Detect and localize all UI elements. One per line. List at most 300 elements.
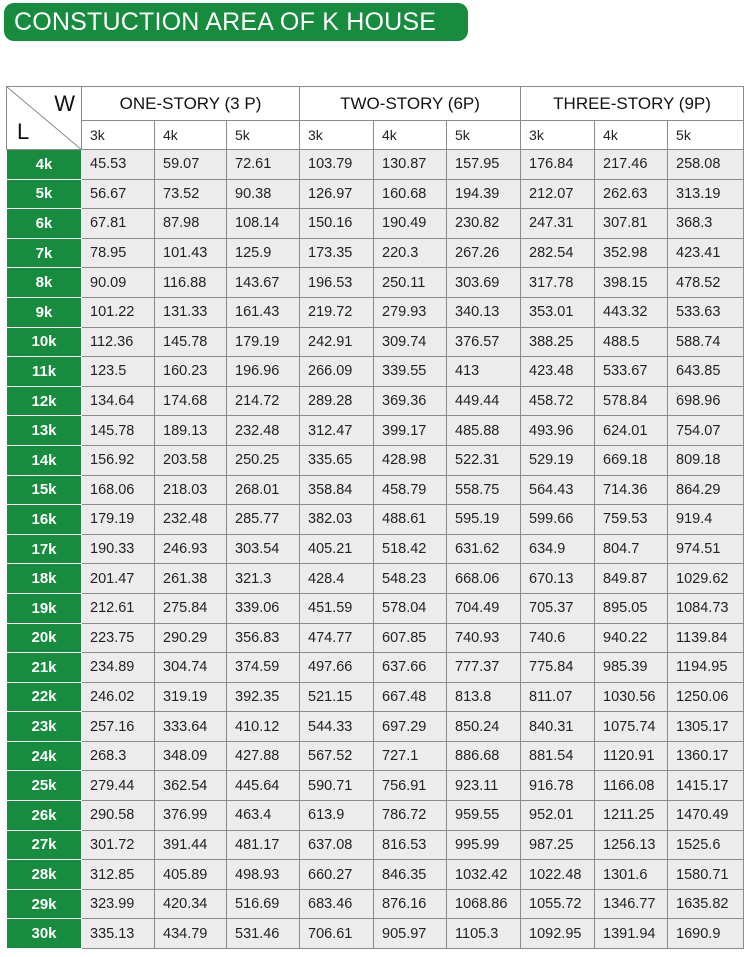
area-value-cell: 588.74 <box>668 327 744 357</box>
area-value-cell: 275.84 <box>155 593 227 623</box>
area-value-cell: 697.29 <box>374 712 447 742</box>
area-value-cell: 246.93 <box>155 534 227 564</box>
width-header-row <box>7 121 744 150</box>
area-value-cell: 1580.71 <box>668 860 744 890</box>
area-value-cell: 786.72 <box>374 801 447 831</box>
area-value-cell: 196.53 <box>300 268 374 298</box>
area-value-cell: 474.77 <box>300 623 374 653</box>
area-table <box>6 86 744 949</box>
area-value-cell: 285.77 <box>227 505 300 535</box>
area-value-cell: 756.91 <box>374 771 447 801</box>
width-header-cell: 4k <box>595 121 668 150</box>
area-value-cell: 631.62 <box>447 534 521 564</box>
area-value-cell: 1030.56 <box>595 682 668 712</box>
group-header-three-story: THREE-STORY (9P) <box>521 87 744 121</box>
area-value-cell: 262.63 <box>595 179 668 209</box>
table-row <box>7 919 744 949</box>
area-value-cell: 816.53 <box>374 830 447 860</box>
area-value-cell: 864.29 <box>668 475 744 505</box>
table-row <box>7 238 744 268</box>
area-value-cell: 339.06 <box>227 593 300 623</box>
area-value-cell: 179.19 <box>227 327 300 357</box>
area-value-cell: 522.31 <box>447 445 521 475</box>
area-value-cell: 458.72 <box>521 386 595 416</box>
table-row <box>7 682 744 712</box>
table-row <box>7 801 744 831</box>
area-value-cell: 567.52 <box>300 741 374 771</box>
row-length-label: 19k <box>7 593 82 623</box>
area-value-cell: 704.49 <box>447 593 521 623</box>
area-value-cell: 405.89 <box>155 860 227 890</box>
area-value-cell: 959.55 <box>447 801 521 831</box>
area-value-cell: 190.49 <box>374 209 447 239</box>
area-value-cell: 974.51 <box>668 534 744 564</box>
table-row <box>7 593 744 623</box>
area-value-cell: 613.9 <box>300 801 374 831</box>
area-value-cell: 150.16 <box>300 209 374 239</box>
area-value-cell: 309.74 <box>374 327 447 357</box>
row-length-label: 29k <box>7 889 82 919</box>
area-value-cell: 392.35 <box>227 682 300 712</box>
area-value-cell: 1305.17 <box>668 712 744 742</box>
area-value-cell: 497.66 <box>300 653 374 683</box>
area-value-cell: 282.54 <box>521 238 595 268</box>
area-value-cell: 531.46 <box>227 919 300 949</box>
area-value-cell: 634.9 <box>521 534 595 564</box>
area-value-cell: 740.93 <box>447 623 521 653</box>
area-value-cell: 923.11 <box>447 771 521 801</box>
area-value-cell: 335.65 <box>300 445 374 475</box>
area-value-cell: 533.67 <box>595 357 668 387</box>
area-value-cell: 529.19 <box>521 445 595 475</box>
area-value-cell: 257.16 <box>82 712 155 742</box>
area-value-cell: 234.89 <box>82 653 155 683</box>
area-value-cell: 333.64 <box>155 712 227 742</box>
area-value-cell: 212.07 <box>521 179 595 209</box>
area-value-cell: 637.66 <box>374 653 447 683</box>
row-length-label: 30k <box>7 919 82 949</box>
area-value-cell: 145.78 <box>82 416 155 446</box>
area-value-cell: 1032.42 <box>447 860 521 890</box>
area-value-cell: 850.24 <box>447 712 521 742</box>
table-row <box>7 179 744 209</box>
area-value-cell: 1055.72 <box>521 889 595 919</box>
area-value-cell: 777.37 <box>447 653 521 683</box>
table-row <box>7 505 744 535</box>
area-value-cell: 174.68 <box>155 386 227 416</box>
corner-header-cell <box>7 87 82 150</box>
table-row <box>7 268 744 298</box>
area-value-cell: 434.79 <box>155 919 227 949</box>
area-value-cell: 301.72 <box>82 830 155 860</box>
area-value-cell: 668.06 <box>447 564 521 594</box>
area-value-cell: 445.64 <box>227 771 300 801</box>
area-value-cell: 313.19 <box>668 179 744 209</box>
area-value-cell: 1166.08 <box>595 771 668 801</box>
width-header-cell: 4k <box>155 121 227 150</box>
area-value-cell: 279.93 <box>374 297 447 327</box>
area-value-cell: 558.75 <box>447 475 521 505</box>
area-value-cell: 881.54 <box>521 741 595 771</box>
area-value-cell: 59.07 <box>155 150 227 180</box>
area-value-cell: 116.88 <box>155 268 227 298</box>
area-value-cell: 706.61 <box>300 919 374 949</box>
area-value-cell: 548.23 <box>374 564 447 594</box>
area-value-cell: 840.31 <box>521 712 595 742</box>
area-value-cell: 643.85 <box>668 357 744 387</box>
area-value-cell: 214.72 <box>227 386 300 416</box>
area-value-cell: 126.97 <box>300 179 374 209</box>
row-length-label: 4k <box>7 150 82 180</box>
width-header-cell: 3k <box>82 121 155 150</box>
area-value-cell: 323.99 <box>82 889 155 919</box>
area-value-cell: 521.15 <box>300 682 374 712</box>
area-value-cell: 112.36 <box>82 327 155 357</box>
area-value-cell: 258.08 <box>668 150 744 180</box>
area-value-cell: 995.99 <box>447 830 521 860</box>
area-value-cell: 1022.48 <box>521 860 595 890</box>
area-value-cell: 101.22 <box>82 297 155 327</box>
area-value-cell: 78.95 <box>82 238 155 268</box>
row-length-label: 17k <box>7 534 82 564</box>
area-value-cell: 339.55 <box>374 357 447 387</box>
table-row <box>7 357 744 387</box>
area-value-cell: 219.72 <box>300 297 374 327</box>
area-value-cell: 1084.73 <box>668 593 744 623</box>
area-value-cell: 451.59 <box>300 593 374 623</box>
area-value-cell: 374.59 <box>227 653 300 683</box>
table-row <box>7 297 744 327</box>
area-value-cell: 261.38 <box>155 564 227 594</box>
area-value-cell: 268.01 <box>227 475 300 505</box>
area-value-cell: 759.53 <box>595 505 668 535</box>
group-header-one-story: ONE-STORY (3 P) <box>82 87 300 121</box>
area-value-cell: 754.07 <box>668 416 744 446</box>
area-value-cell: 382.03 <box>300 505 374 535</box>
area-value-cell: 399.17 <box>374 416 447 446</box>
area-value-cell: 849.87 <box>595 564 668 594</box>
area-value-cell: 481.17 <box>227 830 300 860</box>
area-value-cell: 727.1 <box>374 741 447 771</box>
row-length-label: 6k <box>7 209 82 239</box>
area-value-cell: 398.15 <box>595 268 668 298</box>
area-value-cell: 413 <box>447 357 521 387</box>
area-value-cell: 1120.91 <box>595 741 668 771</box>
area-value-cell: 683.46 <box>300 889 374 919</box>
area-value-cell: 895.05 <box>595 593 668 623</box>
row-length-label: 22k <box>7 682 82 712</box>
area-value-cell: 423.41 <box>668 238 744 268</box>
area-value-cell: 458.79 <box>374 475 447 505</box>
width-header-cell: 5k <box>447 121 521 150</box>
area-value-cell: 368.3 <box>668 209 744 239</box>
area-value-cell: 312.47 <box>300 416 374 446</box>
area-value-cell: 1139.84 <box>668 623 744 653</box>
area-value-cell: 212.61 <box>82 593 155 623</box>
area-value-cell: 698.96 <box>668 386 744 416</box>
area-value-cell: 145.78 <box>155 327 227 357</box>
area-value-cell: 775.84 <box>521 653 595 683</box>
length-axis-label: L <box>17 119 30 144</box>
area-value-cell: 488.5 <box>595 327 668 357</box>
row-length-label: 7k <box>7 238 82 268</box>
row-length-label: 12k <box>7 386 82 416</box>
row-length-label: 28k <box>7 860 82 890</box>
area-value-cell: 266.09 <box>300 357 374 387</box>
area-value-cell: 428.98 <box>374 445 447 475</box>
area-value-cell: 103.79 <box>300 150 374 180</box>
area-value-cell: 590.71 <box>300 771 374 801</box>
area-value-cell: 250.11 <box>374 268 447 298</box>
area-value-cell: 101.43 <box>155 238 227 268</box>
row-length-label: 18k <box>7 564 82 594</box>
area-value-cell: 317.78 <box>521 268 595 298</box>
table-row <box>7 889 744 919</box>
table-row <box>7 860 744 890</box>
width-header-cell: 4k <box>374 121 447 150</box>
area-value-cell: 846.35 <box>374 860 447 890</box>
area-value-cell: 72.61 <box>227 150 300 180</box>
area-value-cell: 533.63 <box>668 297 744 327</box>
table-row <box>7 741 744 771</box>
area-value-cell: 356.83 <box>227 623 300 653</box>
area-value-cell: 1525.6 <box>668 830 744 860</box>
area-value-cell: 131.33 <box>155 297 227 327</box>
area-value-cell: 232.48 <box>227 416 300 446</box>
area-value-cell: 478.52 <box>668 268 744 298</box>
row-length-label: 27k <box>7 830 82 860</box>
area-value-cell: 289.28 <box>300 386 374 416</box>
area-value-cell: 1250.06 <box>668 682 744 712</box>
table-row <box>7 445 744 475</box>
area-value-cell: 217.46 <box>595 150 668 180</box>
area-value-cell: 669.18 <box>595 445 668 475</box>
area-value-cell: 564.43 <box>521 475 595 505</box>
row-length-label: 25k <box>7 771 82 801</box>
area-value-cell: 179.19 <box>82 505 155 535</box>
area-value-cell: 312.85 <box>82 860 155 890</box>
area-value-cell: 90.38 <box>227 179 300 209</box>
area-value-cell: 303.54 <box>227 534 300 564</box>
row-length-label: 20k <box>7 623 82 653</box>
area-value-cell: 420.34 <box>155 889 227 919</box>
area-value-cell: 189.13 <box>155 416 227 446</box>
table-row <box>7 475 744 505</box>
area-value-cell: 1194.95 <box>668 653 744 683</box>
table-row <box>7 150 744 180</box>
area-value-cell: 369.36 <box>374 386 447 416</box>
row-length-label: 16k <box>7 505 82 535</box>
area-value-cell: 886.68 <box>447 741 521 771</box>
area-value-cell: 90.09 <box>82 268 155 298</box>
table-row <box>7 564 744 594</box>
row-length-label: 8k <box>7 268 82 298</box>
area-value-cell: 348.09 <box>155 741 227 771</box>
row-length-label: 21k <box>7 653 82 683</box>
area-value-cell: 410.12 <box>227 712 300 742</box>
area-value-cell: 143.67 <box>227 268 300 298</box>
area-value-cell: 304.74 <box>155 653 227 683</box>
area-value-cell: 1635.82 <box>668 889 744 919</box>
area-value-cell: 1360.17 <box>668 741 744 771</box>
width-header-cell: 3k <box>521 121 595 150</box>
area-value-cell: 985.39 <box>595 653 668 683</box>
area-value-cell: 811.07 <box>521 682 595 712</box>
area-value-cell: 919.4 <box>668 505 744 535</box>
table-row <box>7 712 744 742</box>
area-value-cell: 201.47 <box>82 564 155 594</box>
area-value-cell: 607.85 <box>374 623 447 653</box>
row-length-label: 24k <box>7 741 82 771</box>
area-value-cell: 290.58 <box>82 801 155 831</box>
area-value-cell: 660.27 <box>300 860 374 890</box>
area-value-cell: 876.16 <box>374 889 447 919</box>
area-value-cell: 376.57 <box>447 327 521 357</box>
group-header-two-story: TWO-STORY (6P) <box>300 87 521 121</box>
area-value-cell: 578.84 <box>595 386 668 416</box>
table-row <box>7 534 744 564</box>
area-value-cell: 488.61 <box>374 505 447 535</box>
row-length-label: 11k <box>7 357 82 387</box>
area-value-cell: 498.93 <box>227 860 300 890</box>
area-value-cell: 485.88 <box>447 416 521 446</box>
table-row <box>7 653 744 683</box>
area-value-cell: 230.82 <box>447 209 521 239</box>
area-value-cell: 123.5 <box>82 357 155 387</box>
area-value-cell: 391.44 <box>155 830 227 860</box>
area-value-cell: 813.8 <box>447 682 521 712</box>
area-value-cell: 279.44 <box>82 771 155 801</box>
area-value-cell: 303.69 <box>447 268 521 298</box>
area-value-cell: 1415.17 <box>668 771 744 801</box>
area-value-cell: 714.36 <box>595 475 668 505</box>
area-value-cell: 1068.86 <box>447 889 521 919</box>
row-length-label: 26k <box>7 801 82 831</box>
area-value-cell: 518.42 <box>374 534 447 564</box>
area-value-cell: 578.04 <box>374 593 447 623</box>
width-header-cell: 5k <box>668 121 744 150</box>
area-value-cell: 358.84 <box>300 475 374 505</box>
area-value-cell: 362.54 <box>155 771 227 801</box>
area-value-cell: 804.7 <box>595 534 668 564</box>
area-value-cell: 1211.25 <box>595 801 668 831</box>
area-value-cell: 705.37 <box>521 593 595 623</box>
area-value-cell: 160.23 <box>155 357 227 387</box>
area-value-cell: 173.35 <box>300 238 374 268</box>
area-value-cell: 637.08 <box>300 830 374 860</box>
area-value-cell: 1690.9 <box>668 919 744 949</box>
area-value-cell: 56.67 <box>82 179 155 209</box>
area-value-cell: 1092.95 <box>521 919 595 949</box>
row-length-label: 14k <box>7 445 82 475</box>
area-value-cell: 160.68 <box>374 179 447 209</box>
table-row <box>7 416 744 446</box>
area-value-cell: 1470.49 <box>668 801 744 831</box>
table-row <box>7 623 744 653</box>
area-value-cell: 670.13 <box>521 564 595 594</box>
area-value-cell: 740.6 <box>521 623 595 653</box>
area-value-cell: 916.78 <box>521 771 595 801</box>
area-value-cell: 599.66 <box>521 505 595 535</box>
area-value-cell: 376.99 <box>155 801 227 831</box>
area-value-cell: 340.13 <box>447 297 521 327</box>
area-value-cell: 428.4 <box>300 564 374 594</box>
row-length-label: 23k <box>7 712 82 742</box>
width-header-cell: 5k <box>227 121 300 150</box>
area-value-cell: 388.25 <box>521 327 595 357</box>
area-value-cell: 449.44 <box>447 386 521 416</box>
area-value-cell: 246.02 <box>82 682 155 712</box>
page-title: CONSTUCTION AREA OF K HOUSE <box>4 3 468 41</box>
area-value-cell: 443.32 <box>595 297 668 327</box>
width-axis-label: W <box>54 91 75 116</box>
area-value-cell: 307.81 <box>595 209 668 239</box>
area-value-cell: 1075.74 <box>595 712 668 742</box>
area-value-cell: 290.29 <box>155 623 227 653</box>
area-value-cell: 87.98 <box>155 209 227 239</box>
area-value-cell: 1105.3 <box>447 919 521 949</box>
area-value-cell: 196.96 <box>227 357 300 387</box>
row-length-label: 5k <box>7 179 82 209</box>
area-value-cell: 108.14 <box>227 209 300 239</box>
area-value-cell: 595.19 <box>447 505 521 535</box>
table-row <box>7 830 744 860</box>
area-value-cell: 125.9 <box>227 238 300 268</box>
area-value-cell: 220.3 <box>374 238 447 268</box>
row-length-label: 15k <box>7 475 82 505</box>
area-value-cell: 190.33 <box>82 534 155 564</box>
area-value-cell: 667.48 <box>374 682 447 712</box>
area-value-cell: 427.88 <box>227 741 300 771</box>
area-value-cell: 134.64 <box>82 386 155 416</box>
area-value-cell: 73.52 <box>155 179 227 209</box>
area-value-cell: 940.22 <box>595 623 668 653</box>
area-value-cell: 67.81 <box>82 209 155 239</box>
area-value-cell: 463.4 <box>227 801 300 831</box>
area-value-cell: 268.3 <box>82 741 155 771</box>
area-value-cell: 247.31 <box>521 209 595 239</box>
area-value-cell: 161.43 <box>227 297 300 327</box>
area-value-cell: 405.21 <box>300 534 374 564</box>
table-row <box>7 209 744 239</box>
area-value-cell: 156.92 <box>82 445 155 475</box>
area-value-cell: 335.13 <box>82 919 155 949</box>
table-body <box>7 150 744 949</box>
area-value-cell: 242.91 <box>300 327 374 357</box>
area-value-cell: 250.25 <box>227 445 300 475</box>
area-value-cell: 952.01 <box>521 801 595 831</box>
area-value-cell: 223.75 <box>82 623 155 653</box>
area-value-cell: 157.95 <box>447 150 521 180</box>
area-value-cell: 1346.77 <box>595 889 668 919</box>
area-value-cell: 1029.62 <box>668 564 744 594</box>
area-value-cell: 232.48 <box>155 505 227 535</box>
area-value-cell: 352.98 <box>595 238 668 268</box>
area-value-cell: 218.03 <box>155 475 227 505</box>
area-value-cell: 321.3 <box>227 564 300 594</box>
area-value-cell: 203.58 <box>155 445 227 475</box>
area-value-cell: 267.26 <box>447 238 521 268</box>
row-length-label: 10k <box>7 327 82 357</box>
area-value-cell: 516.69 <box>227 889 300 919</box>
area-value-cell: 130.87 <box>374 150 447 180</box>
area-value-cell: 809.18 <box>668 445 744 475</box>
area-value-cell: 176.84 <box>521 150 595 180</box>
table-row <box>7 771 744 801</box>
area-value-cell: 905.97 <box>374 919 447 949</box>
area-value-cell: 493.96 <box>521 416 595 446</box>
table-row <box>7 327 744 357</box>
